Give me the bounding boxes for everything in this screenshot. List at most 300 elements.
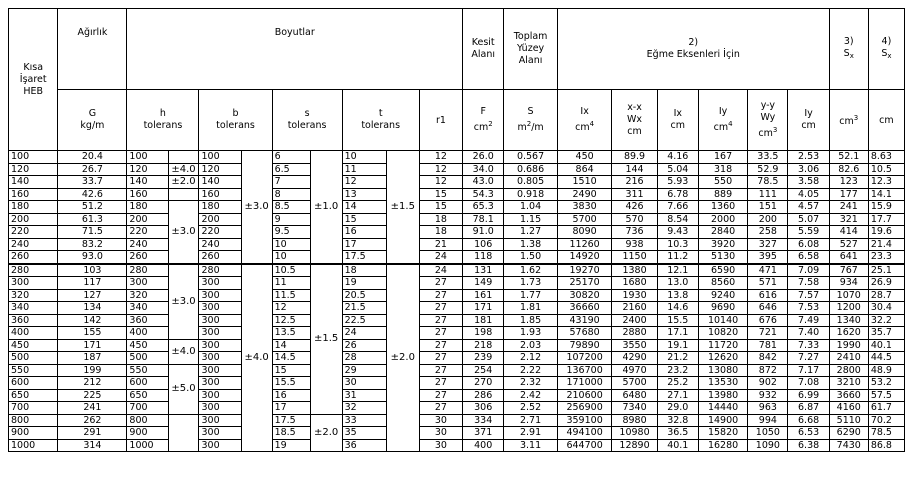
cell-r1: 27 bbox=[419, 352, 462, 365]
cell-sx3: 767 bbox=[829, 264, 868, 277]
cell-f: 91.0 bbox=[463, 226, 504, 239]
cell-sx3: 641 bbox=[829, 251, 868, 264]
cell-sx4: 25.1 bbox=[868, 264, 904, 277]
cell-r1: 27 bbox=[419, 402, 462, 415]
cell-b: 100 bbox=[199, 151, 241, 164]
cell-t: 32 bbox=[342, 402, 386, 415]
tolerance-b: ±4.0 bbox=[241, 264, 272, 452]
cell-sx4: 53.2 bbox=[868, 377, 904, 390]
cell-f: 43.0 bbox=[463, 176, 504, 189]
cell-b: 180 bbox=[199, 201, 241, 214]
cell-sx3: 241 bbox=[829, 201, 868, 214]
cell-heb: 400 bbox=[9, 327, 58, 340]
cell-su: 1.93 bbox=[504, 327, 558, 340]
cell-sx4: 30.4 bbox=[868, 302, 904, 315]
cell-sx4: 70.2 bbox=[868, 414, 904, 427]
cell-heb: 500 bbox=[9, 352, 58, 365]
cell-su: 3.11 bbox=[504, 439, 558, 452]
tolerance-h: ±2.0 bbox=[168, 176, 199, 189]
cell-g: 212 bbox=[58, 377, 127, 390]
cell-iy: 550 bbox=[698, 176, 747, 189]
cell-su: 1.77 bbox=[504, 289, 558, 302]
cell-g: 142 bbox=[58, 314, 127, 327]
cell-iyc: 2.53 bbox=[788, 151, 829, 164]
tolerance-h: ±4.0 bbox=[168, 163, 199, 176]
cell-s: 17.5 bbox=[272, 414, 310, 427]
cell-r1: 12 bbox=[419, 176, 462, 189]
cell-wx: 4970 bbox=[612, 364, 657, 377]
cell-wx: 570 bbox=[612, 213, 657, 226]
cell-t: 18 bbox=[342, 264, 386, 277]
cell-b: 300 bbox=[199, 277, 241, 290]
cell-b: 300 bbox=[199, 389, 241, 402]
cell-h: 180 bbox=[127, 201, 168, 214]
header-f-cm2: F $cm^2$ bbox=[463, 90, 504, 151]
tolerance-s: ±2.0 bbox=[310, 414, 342, 452]
cell-iyc: 4.57 bbox=[788, 201, 829, 214]
cell-wx: 216 bbox=[612, 176, 657, 189]
cell-ix: 450 bbox=[557, 151, 612, 164]
cell-g: 291 bbox=[58, 427, 127, 440]
header-kesit-alani: Kesit Alanı bbox=[463, 9, 504, 90]
cell-t: 21.5 bbox=[342, 302, 386, 315]
cell-wx: 426 bbox=[612, 201, 657, 214]
table-row bbox=[9, 277, 905, 290]
cell-r1: 27 bbox=[419, 314, 462, 327]
cell-f: 371 bbox=[463, 427, 504, 440]
cell-ix: 359100 bbox=[557, 414, 612, 427]
cell-iyc: 6.38 bbox=[788, 439, 829, 452]
cell-r1: 30 bbox=[419, 414, 462, 427]
cell-wx: 2160 bbox=[612, 302, 657, 315]
cell-r1: 15 bbox=[419, 188, 462, 201]
cell-wy: 781 bbox=[748, 339, 788, 352]
cell-sx3: 1200 bbox=[829, 302, 868, 315]
cell-r1: 27 bbox=[419, 339, 462, 352]
cell-su: 1.15 bbox=[504, 213, 558, 226]
cell-ixc: 5.93 bbox=[657, 176, 698, 189]
cell-h: 500 bbox=[127, 352, 168, 365]
cell-h: 700 bbox=[127, 402, 168, 415]
cell-wy: 872 bbox=[748, 364, 788, 377]
table-body bbox=[9, 151, 905, 452]
cell-ix: 136700 bbox=[557, 364, 612, 377]
cell-b: 220 bbox=[199, 226, 241, 239]
cell-sx3: 1620 bbox=[829, 327, 868, 340]
cell-r1: 18 bbox=[419, 213, 462, 226]
cell-sx4: 21.4 bbox=[868, 238, 904, 251]
cell-r1: 12 bbox=[419, 163, 462, 176]
cell-ixc: 8.54 bbox=[657, 213, 698, 226]
cell-iyc: 7.49 bbox=[788, 314, 829, 327]
cell-iy: 16280 bbox=[698, 439, 747, 452]
cell-su: 2.12 bbox=[504, 352, 558, 365]
cell-f: 106 bbox=[463, 238, 504, 251]
table-row bbox=[9, 364, 905, 377]
cell-b: 300 bbox=[199, 364, 241, 377]
cell-t: 31 bbox=[342, 389, 386, 402]
cell-wx: 1150 bbox=[612, 251, 657, 264]
cell-ix: 644700 bbox=[557, 439, 612, 452]
cell-t: 20.5 bbox=[342, 289, 386, 302]
cell-wy: 258 bbox=[748, 226, 788, 239]
cell-iy: 14440 bbox=[698, 402, 747, 415]
cell-g: 33.7 bbox=[58, 176, 127, 189]
cell-f: 239 bbox=[463, 352, 504, 365]
cell-f: 26.0 bbox=[463, 151, 504, 164]
header-b-tolerans: b tolerans bbox=[199, 90, 272, 151]
cell-ixc: 6.78 bbox=[657, 188, 698, 201]
cell-b: 200 bbox=[199, 213, 241, 226]
cell-heb: 450 bbox=[9, 339, 58, 352]
header-egme-eksenleri: 2) Eğme Eksenleri İçin bbox=[557, 9, 829, 90]
cell-ixc: 13.0 bbox=[657, 277, 698, 290]
cell-iy: 9240 bbox=[698, 289, 747, 302]
cell-iyc: 6.53 bbox=[788, 427, 829, 440]
cell-f: 286 bbox=[463, 389, 504, 402]
cell-iyc: 6.58 bbox=[788, 251, 829, 264]
cell-wy: 616 bbox=[748, 289, 788, 302]
cell-f: 54.3 bbox=[463, 188, 504, 201]
cell-b: 300 bbox=[199, 327, 241, 340]
cell-ixc: 23.2 bbox=[657, 364, 698, 377]
cell-ix: 107200 bbox=[557, 352, 612, 365]
cell-iyc: 4.05 bbox=[788, 188, 829, 201]
cell-iyc: 7.57 bbox=[788, 289, 829, 302]
cell-heb: 300 bbox=[9, 277, 58, 290]
cell-ix: 57680 bbox=[557, 327, 612, 340]
cell-g: 127 bbox=[58, 289, 127, 302]
cell-h: 360 bbox=[127, 314, 168, 327]
cell-t: 24 bbox=[342, 327, 386, 340]
cell-wy: 902 bbox=[748, 377, 788, 390]
cell-f: 131 bbox=[463, 264, 504, 277]
cell-g: 199 bbox=[58, 364, 127, 377]
cell-sx3: 1990 bbox=[829, 339, 868, 352]
cell-wy: 1090 bbox=[748, 439, 788, 452]
cell-su: 1.27 bbox=[504, 226, 558, 239]
cell-sx4: 44.5 bbox=[868, 352, 904, 365]
cell-h: 650 bbox=[127, 389, 168, 402]
cell-h: 600 bbox=[127, 377, 168, 390]
cell-heb: 900 bbox=[9, 427, 58, 440]
header-iy-cm4: Iy $cm^4$ bbox=[698, 90, 747, 151]
cell-sx3: 123 bbox=[829, 176, 868, 189]
cell-iy: 8560 bbox=[698, 277, 747, 290]
cell-iyc: 7.08 bbox=[788, 377, 829, 390]
cell-ix: 25170 bbox=[557, 277, 612, 290]
cell-wy: 1050 bbox=[748, 427, 788, 440]
cell-r1: 27 bbox=[419, 364, 462, 377]
cell-g: 61.3 bbox=[58, 213, 127, 226]
cell-f: 161 bbox=[463, 289, 504, 302]
cell-g: 51.2 bbox=[58, 201, 127, 214]
table-row bbox=[9, 238, 905, 251]
cell-f: 149 bbox=[463, 277, 504, 290]
cell-wx: 1930 bbox=[612, 289, 657, 302]
cell-iyc: 5.59 bbox=[788, 226, 829, 239]
cell-sx3: 5110 bbox=[829, 414, 868, 427]
cell-h: 900 bbox=[127, 427, 168, 440]
table-row bbox=[9, 226, 905, 239]
header-sx3-unit: $cm^3$ bbox=[829, 90, 868, 151]
cell-wy: 932 bbox=[748, 389, 788, 402]
cell-g: 42.6 bbox=[58, 188, 127, 201]
table-header bbox=[9, 9, 905, 151]
table-row bbox=[9, 201, 905, 214]
cell-iy: 3920 bbox=[698, 238, 747, 251]
cell-ix: 210600 bbox=[557, 389, 612, 402]
cell-iyc: 5.07 bbox=[788, 213, 829, 226]
cell-iy: 167 bbox=[698, 151, 747, 164]
cell-sx3: 2410 bbox=[829, 352, 868, 365]
cell-iyc: 7.58 bbox=[788, 277, 829, 290]
cell-s: 8 bbox=[272, 188, 310, 201]
table-row bbox=[9, 402, 905, 415]
cell-g: 241 bbox=[58, 402, 127, 415]
cell-f: 198 bbox=[463, 327, 504, 340]
cell-iy: 12620 bbox=[698, 352, 747, 365]
tolerance-h bbox=[168, 151, 199, 164]
table-row bbox=[9, 377, 905, 390]
cell-iy: 2840 bbox=[698, 226, 747, 239]
header-sx-3: 3) $S_x$ bbox=[829, 9, 868, 90]
cell-t: 30 bbox=[342, 377, 386, 390]
cell-r1: 30 bbox=[419, 439, 462, 452]
cell-heb: 240 bbox=[9, 238, 58, 251]
cell-f: 171 bbox=[463, 302, 504, 315]
cell-heb: 360 bbox=[9, 314, 58, 327]
header-ix-cm: Ix cm bbox=[657, 90, 698, 151]
table-row bbox=[9, 163, 905, 176]
cell-sx3: 527 bbox=[829, 238, 868, 251]
cell-s: 18.5 bbox=[272, 427, 310, 440]
cell-heb: 220 bbox=[9, 226, 58, 239]
cell-iyc: 7.27 bbox=[788, 352, 829, 365]
cell-sx4: 10.5 bbox=[868, 163, 904, 176]
cell-ix: 11260 bbox=[557, 238, 612, 251]
cell-ixc: 36.5 bbox=[657, 427, 698, 440]
header-r1: r1 bbox=[419, 90, 462, 151]
cell-iyc: 7.33 bbox=[788, 339, 829, 352]
cell-heb: 160 bbox=[9, 188, 58, 201]
header-toplam-yuzey-alani: Toplam Yüzey Alanı bbox=[504, 9, 558, 90]
header-iy-cm: Iy cm bbox=[788, 90, 829, 151]
cell-s: 6 bbox=[272, 151, 310, 164]
cell-su: 1.38 bbox=[504, 238, 558, 251]
cell-sx3: 321 bbox=[829, 213, 868, 226]
cell-g: 103 bbox=[58, 264, 127, 277]
cell-sx3: 177 bbox=[829, 188, 868, 201]
cell-g: 155 bbox=[58, 327, 127, 340]
header-kisa-isaret-heb: Kısa İşaret HEB bbox=[9, 9, 58, 151]
cell-b: 240 bbox=[199, 238, 241, 251]
cell-sx4: 78.5 bbox=[868, 427, 904, 440]
header-sx-4: 4) $S_x$ bbox=[868, 9, 904, 90]
cell-su: 1.50 bbox=[504, 251, 558, 264]
header-sx4-unit: cm bbox=[868, 90, 904, 151]
cell-h: 120 bbox=[127, 163, 168, 176]
cell-b: 140 bbox=[199, 176, 241, 189]
cell-iy: 10140 bbox=[698, 314, 747, 327]
cell-b: 300 bbox=[199, 352, 241, 365]
cell-r1: 27 bbox=[419, 302, 462, 315]
cell-s: 15 bbox=[272, 364, 310, 377]
cell-s: 12.5 bbox=[272, 314, 310, 327]
cell-t: 17.5 bbox=[342, 251, 386, 264]
cell-h: 140 bbox=[127, 176, 168, 189]
cell-wy: 395 bbox=[748, 251, 788, 264]
table-row bbox=[9, 327, 905, 340]
cell-heb: 200 bbox=[9, 213, 58, 226]
cell-r1: 15 bbox=[419, 201, 462, 214]
cell-b: 300 bbox=[199, 439, 241, 452]
cell-sx3: 414 bbox=[829, 226, 868, 239]
cell-su: 2.03 bbox=[504, 339, 558, 352]
header-agirlik: Ağırlık bbox=[58, 9, 127, 90]
cell-f: 78.1 bbox=[463, 213, 504, 226]
cell-h: 100 bbox=[127, 151, 168, 164]
cell-g: 171 bbox=[58, 339, 127, 352]
cell-sx4: 40.1 bbox=[868, 339, 904, 352]
cell-wy: 78.5 bbox=[748, 176, 788, 189]
heb-profile-table bbox=[8, 8, 905, 452]
cell-h: 320 bbox=[127, 289, 168, 302]
cell-s: 9 bbox=[272, 213, 310, 226]
cell-r1: 18 bbox=[419, 226, 462, 239]
cell-ix: 36660 bbox=[557, 302, 612, 315]
cell-ix: 1510 bbox=[557, 176, 612, 189]
cell-wy: 676 bbox=[748, 314, 788, 327]
cell-ixc: 9.43 bbox=[657, 226, 698, 239]
cell-iy: 5130 bbox=[698, 251, 747, 264]
cell-iy: 13530 bbox=[698, 377, 747, 390]
cell-wy: 52.9 bbox=[748, 163, 788, 176]
cell-t: 26 bbox=[342, 339, 386, 352]
cell-wy: 200 bbox=[748, 213, 788, 226]
cell-h: 240 bbox=[127, 238, 168, 251]
tolerance-h: ±3.0 bbox=[168, 264, 199, 340]
cell-r1: 24 bbox=[419, 251, 462, 264]
cell-wy: 151 bbox=[748, 201, 788, 214]
cell-f: 118 bbox=[463, 251, 504, 264]
table-row bbox=[9, 314, 905, 327]
cell-r1: 21 bbox=[419, 238, 462, 251]
cell-wy: 33.5 bbox=[748, 151, 788, 164]
cell-iyc: 3.58 bbox=[788, 176, 829, 189]
cell-wx: 311 bbox=[612, 188, 657, 201]
cell-su: 2.22 bbox=[504, 364, 558, 377]
cell-g: 225 bbox=[58, 389, 127, 402]
cell-ixc: 14.6 bbox=[657, 302, 698, 315]
tolerance-h bbox=[168, 414, 199, 452]
cell-sx4: 61.7 bbox=[868, 402, 904, 415]
cell-ixc: 21.2 bbox=[657, 352, 698, 365]
cell-b: 120 bbox=[199, 163, 241, 176]
cell-wx: 89.9 bbox=[612, 151, 657, 164]
cell-t: 35 bbox=[342, 427, 386, 440]
cell-r1: 27 bbox=[419, 389, 462, 402]
header-xx-wx-cm: x-x Wx cm bbox=[612, 90, 657, 151]
cell-sx3: 2800 bbox=[829, 364, 868, 377]
cell-f: 34.0 bbox=[463, 163, 504, 176]
cell-h: 300 bbox=[127, 277, 168, 290]
tolerance-t: ±2.0 bbox=[386, 264, 419, 452]
cell-b: 300 bbox=[199, 302, 241, 315]
cell-h: 800 bbox=[127, 414, 168, 427]
cell-ixc: 11.2 bbox=[657, 251, 698, 264]
cell-sx3: 52.1 bbox=[829, 151, 868, 164]
table-row bbox=[9, 352, 905, 365]
cell-wy: 111 bbox=[748, 188, 788, 201]
cell-h: 160 bbox=[127, 188, 168, 201]
cell-g: 20.4 bbox=[58, 151, 127, 164]
cell-f: 181 bbox=[463, 314, 504, 327]
header-ix-cm4: Ix $cm^4$ bbox=[557, 90, 612, 151]
cell-ixc: 15.5 bbox=[657, 314, 698, 327]
cell-wy: 471 bbox=[748, 264, 788, 277]
cell-iy: 13080 bbox=[698, 364, 747, 377]
cell-su: 2.52 bbox=[504, 402, 558, 415]
cell-s: 14 bbox=[272, 339, 310, 352]
header-h-tolerans: h tolerans bbox=[127, 90, 199, 151]
cell-wy: 646 bbox=[748, 302, 788, 315]
cell-wx: 3550 bbox=[612, 339, 657, 352]
cell-ix: 864 bbox=[557, 163, 612, 176]
cell-sx4: 8.63 bbox=[868, 151, 904, 164]
cell-s: 11.5 bbox=[272, 289, 310, 302]
cell-g: 262 bbox=[58, 414, 127, 427]
table-row bbox=[9, 427, 905, 440]
cell-t: 11 bbox=[342, 163, 386, 176]
cell-ixc: 19.1 bbox=[657, 339, 698, 352]
cell-su: 2.71 bbox=[504, 414, 558, 427]
header-s-m2m: S $m^2/m$ bbox=[504, 90, 558, 151]
cell-wx: 1680 bbox=[612, 277, 657, 290]
cell-su: 0.686 bbox=[504, 163, 558, 176]
cell-g: 117 bbox=[58, 277, 127, 290]
cell-r1: 27 bbox=[419, 377, 462, 390]
cell-r1: 30 bbox=[419, 427, 462, 440]
cell-iyc: 6.87 bbox=[788, 402, 829, 415]
cell-s: 9.5 bbox=[272, 226, 310, 239]
cell-f: 334 bbox=[463, 414, 504, 427]
cell-s: 10 bbox=[272, 251, 310, 264]
cell-r1: 12 bbox=[419, 151, 462, 164]
table-row bbox=[9, 176, 905, 189]
cell-b: 300 bbox=[199, 414, 241, 427]
table-row bbox=[9, 389, 905, 402]
cell-su: 2.91 bbox=[504, 427, 558, 440]
cell-iyc: 6.99 bbox=[788, 389, 829, 402]
cell-b: 300 bbox=[199, 339, 241, 352]
tolerance-b: ±3.0 bbox=[241, 151, 272, 264]
cell-ix: 8090 bbox=[557, 226, 612, 239]
cell-su: 0.805 bbox=[504, 176, 558, 189]
cell-wy: 721 bbox=[748, 327, 788, 340]
cell-r1: 24 bbox=[419, 264, 462, 277]
cell-s: 6.5 bbox=[272, 163, 310, 176]
header-yy-wy-cm3: y-y Wy $cm^3$ bbox=[748, 90, 788, 151]
cell-ix: 2490 bbox=[557, 188, 612, 201]
cell-iyc: 3.06 bbox=[788, 163, 829, 176]
cell-h: 260 bbox=[127, 251, 168, 264]
cell-iy: 6590 bbox=[698, 264, 747, 277]
cell-ix: 14920 bbox=[557, 251, 612, 264]
cell-h: 400 bbox=[127, 327, 168, 340]
cell-h: 280 bbox=[127, 264, 168, 277]
cell-sx3: 4160 bbox=[829, 402, 868, 415]
